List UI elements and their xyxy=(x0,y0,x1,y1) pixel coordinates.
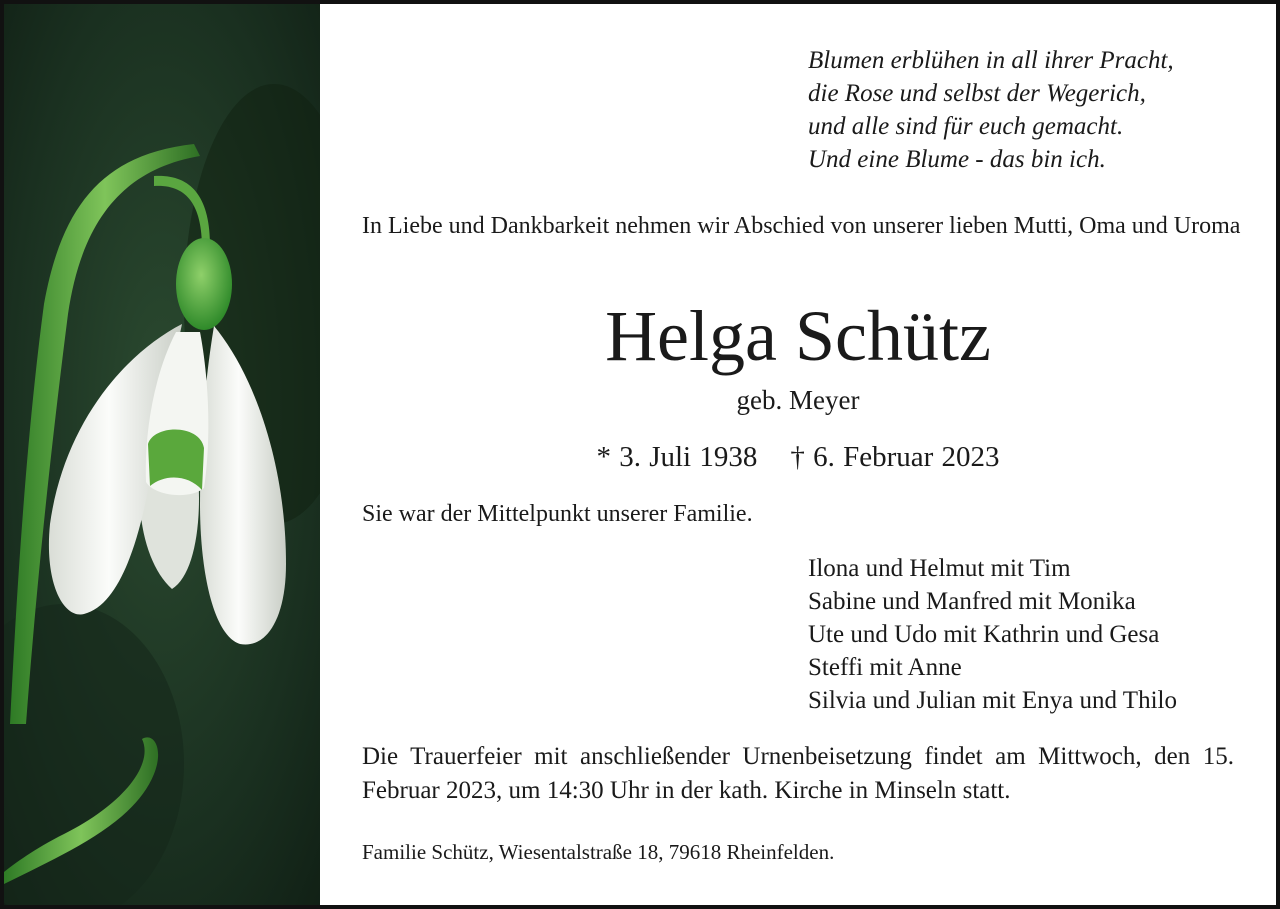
poem xyxy=(808,44,1174,176)
poem-line: die Rose und selbst der Wegerich, xyxy=(808,80,1146,107)
mourners-list xyxy=(808,552,1177,717)
family-address: Familie Schütz, Wiesentalstraße 18, 79618 Rheinfelden. xyxy=(362,840,835,864)
tribute-text: Sie war der Mittelpunkt unserer Familie. xyxy=(362,501,753,527)
deceased-name: Helga Schütz xyxy=(605,296,991,376)
poem-line: und alle sind für euch gemacht. xyxy=(808,113,1124,140)
snowdrop-photo xyxy=(4,4,320,905)
birth-date: * 3. Juli 1938 xyxy=(596,441,758,473)
death-date: † 6. Februar 2023 xyxy=(790,441,1000,473)
service-info: Die Trauerfeier mit anschließender Urnenbeisetzung findet am Mittwoch, den 15. Februar 2023, um 14:30 Uhr in der kath. Kirche in Minseln statt. xyxy=(362,743,1234,804)
life-dates xyxy=(320,438,1276,476)
poem-line: Blumen erblühen in all ihrer Pracht, xyxy=(808,47,1174,74)
intro-text: In Liebe und Dankbarkeit nehmen wir Abschied von unserer lieben Mutti, Oma und Uroma xyxy=(362,213,1241,239)
mourner-line: Sabine und Manfred mit Monika xyxy=(808,588,1136,615)
poem-line: Und eine Blume - das bin ich. xyxy=(808,146,1106,173)
mourner-line: Silvia und Julian mit Enya und Thilo xyxy=(808,687,1177,714)
maiden-name: geb. Meyer xyxy=(736,385,860,415)
mourner-line: Ilona und Helmut mit Tim xyxy=(808,555,1071,582)
mourner-line: Steffi mit Anne xyxy=(808,654,962,681)
notice-content xyxy=(320,4,1276,905)
mourner-line: Ute und Udo mit Kathrin und Gesa xyxy=(808,621,1160,648)
